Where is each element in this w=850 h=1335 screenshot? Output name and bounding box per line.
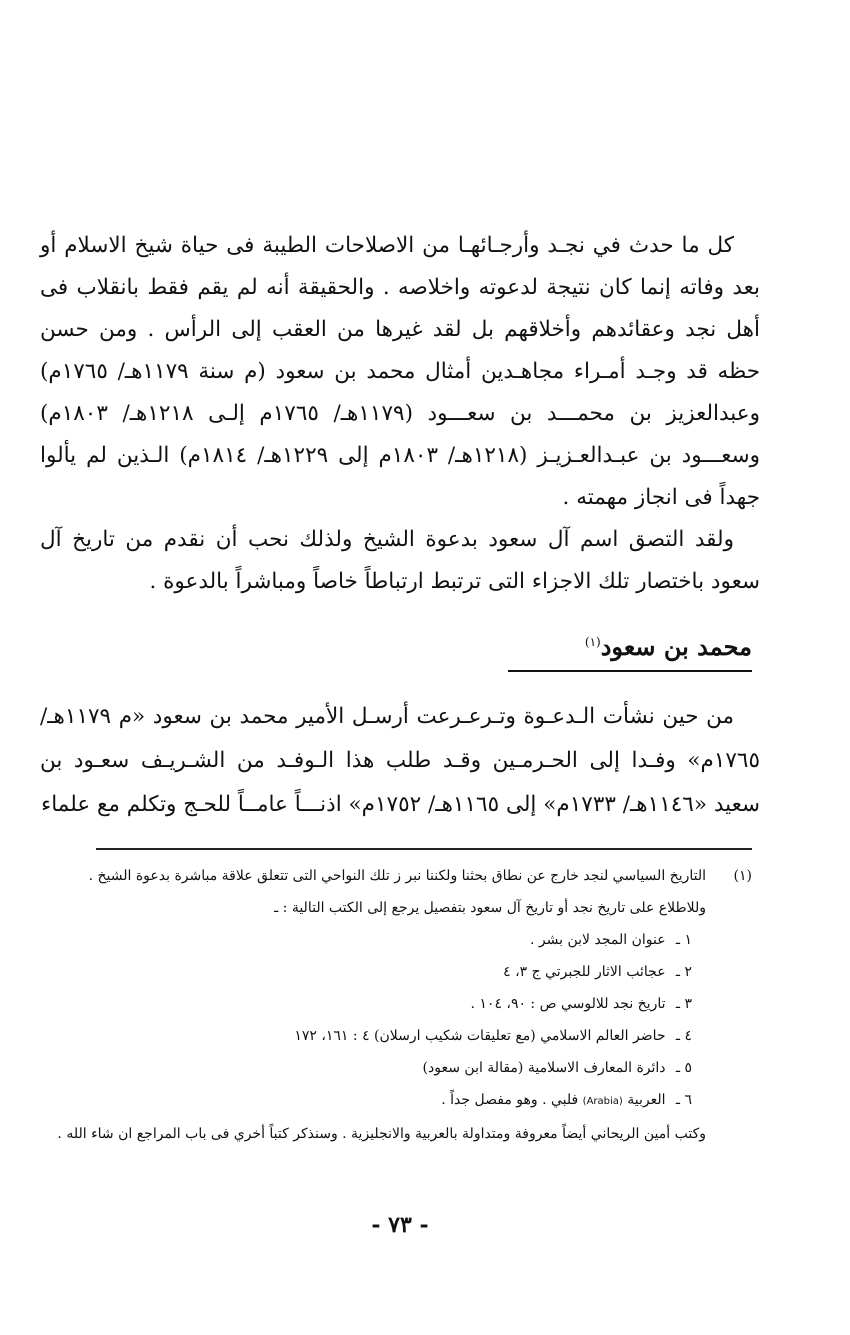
reference-item [50,924,692,956]
section-heading [532,622,752,667]
reference-number: ١ ـ [675,932,692,948]
reference-number: ٦ ـ [675,1092,692,1108]
reference-text: دائرة المعارف الاسلامية (مقالة ابن سعود) [422,1060,666,1076]
paragraph-1: كل ما حدث في نجـد وأرجـائهـا من الاصلاحات الطيبة فى حياة شيخ الاسلام أو بعد وفاته إنما كان نتيجة لدعوته واخلاصه . والحقيقة أنه لم يقم فقط بانقلاب فى أهل نجد وعقائدهم وأخلاقهم بل لقد غيرها من العقب إلى الرأس . ومن حسن حظه قد وجـد أمـراء مجاهـدين أمثال محمد بن سعود (م سنة ١١٧٩هـ/ ١٧٦٥م) وعبدالعزيز بن محمـــد بن سعـــود (١١٧٩هـ/ ١٧٦٥م إلـى ١٢١٨هـ/ ١٨٠٣م) وسعـــود بن عبـدالعـزيـز (١٢١٨هـ/ ١٨٠٣م إلى ١٢٢٩هـ/ ١٨١٤م) الـذين لم يألوا جهداً فى انجاز مهمته . [40,233,760,510]
reference-item [50,1084,692,1118]
footnotes [50,860,752,1150]
reference-number: ٣ ـ [675,996,692,1012]
reference-number: ٥ ـ [675,1060,692,1076]
footnote-separator [96,848,752,850]
reference-number: ٤ ـ [675,1028,692,1044]
reference-text: حاضر العالم الاسلامي (مع تعليقات شكيب ارسلان) ٤ : ١٦١، ١٧٢ [294,1028,666,1044]
footnote-marker: (١) [733,868,752,884]
main-text [40,225,760,603]
reference-number: ٢ ـ [675,964,692,980]
section-heading-text: محمد بن سعود [600,632,752,661]
reference-item [50,1020,692,1052]
section-text [40,695,760,827]
reference-list [50,924,752,1118]
reference-item [50,1052,692,1084]
reference-latin-title: (Arabia) [582,1096,623,1107]
reference-text-after: فلبي . وهو مفصل جداً . [441,1092,579,1108]
footnote-closing: وكتب أمين الريحاني أيضاً معروفة ومتداولة بالعربية والانجليزية . وسنذكر كتباً أخري فى باب المراجع ان شاء الله . [57,1126,706,1142]
paragraph-2: ولقد التصق اسم آل سعود بدعوة الشيخ ولذلك نحب أن نقدم من تاريخ آل سعود باختصار تلك الاجزاء التى ترتبط ارتباطاً خاصاً ومباشراً بالدعوة . [40,527,760,594]
footnote-line-2: وللاطلاع على تاريخ نجد أو تاريخ آل سعود بتفصيل يرجع إلى الكتب التالية : ـ [274,900,706,916]
reference-text: عنوان المجد لابن بشر . [530,932,666,948]
section-paragraph: من حين نشأت الـدعـوة وتـرعـرعت أرسـل الأمير محمد بن سعود «م ١١٧٩هـ/ ١٧٦٥م» وفـدا إلى الحـرمـين وقـد طلب هذا الـوفـد من الشـريـف سعـود بن سعيد «١١٤٦هـ/ ١٧٣٣م» إلى ١١٦٥هـ/ ١٧٥٢م» اذنـــاً عامــاً للحـج وتكلم مع علماء [40,704,760,817]
footnote-1 [50,860,752,892]
reference-text: عجائب الاثار للجبرتي ج ٣، ٤ [503,964,666,980]
page-number: - ٧٣ - [371,1212,429,1238]
reference-item [50,956,692,988]
footnote-line-1: التاريخ السياسي لنجد خارج عن نطاق بحثنا ولكننا نبر ز تلك النواحي التى تتعلق علاقة مباشرة بدعوة الشيخ . [88,868,706,884]
reference-text: تاريخ نجد للالوسي ص : ٩٠، ١٠٤ . [470,996,666,1012]
reference-item [50,988,692,1020]
reference-text: العربية [627,1092,666,1108]
footnote-reference[interactable]: (١) [584,635,601,649]
heading-underline [508,670,752,672]
